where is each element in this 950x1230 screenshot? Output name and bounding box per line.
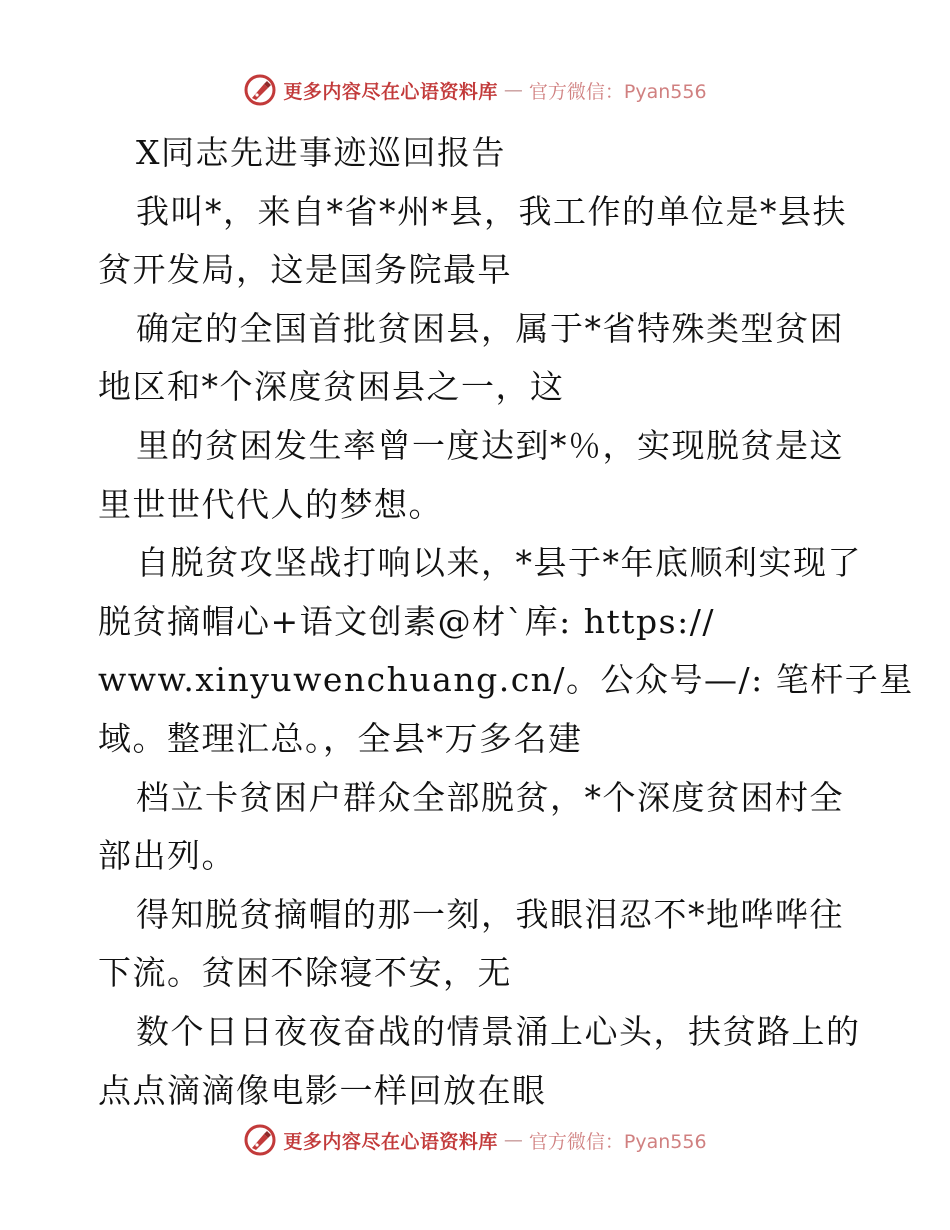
paragraph-line: 域。整理汇总。，全县*万多名建	[98, 718, 583, 758]
header-watermark	[0, 70, 950, 110]
paragraph-line: 我叫*，来自*省*州*县，我工作的单位是*县扶	[136, 191, 847, 231]
footer-watermark	[0, 1120, 950, 1160]
watermark-separator: —	[503, 1129, 523, 1151]
paragraph-line: 得知脱贫摘帽的那一刻，我眼泪忍不*地哗哗往	[136, 894, 844, 934]
paragraph-line: 里世世代代人的梦想。	[98, 484, 443, 524]
pen-nib-logo-icon	[243, 1123, 277, 1157]
watermark-brand: 更多内容尽在心语资料库	[283, 80, 498, 103]
watermark-suffix: 官方微信：Pyan556	[528, 80, 707, 103]
paragraph-line: 确定的全国首批贫困县，属于*省特殊类型贫困	[136, 308, 844, 348]
paragraph-line: www.xinyuwenchuang.cn/。公众号—/: 笔杆子星	[98, 660, 914, 700]
paragraph-line: 点点滴滴像电影一样回放在眼	[98, 1070, 547, 1110]
paragraph-line: 贫开发局，这是国务院最早	[98, 250, 512, 290]
watermark-separator: —	[503, 79, 523, 101]
paragraph-line: 自脱贫攻坚战打响以来，*县于*年底顺利实现了	[136, 543, 862, 583]
pen-nib-logo-icon	[243, 73, 277, 107]
paragraph-line: 部出列。	[98, 836, 236, 876]
paragraph-line: 档立卡贫困户群众全部脱贫，*个深度贫困村全	[136, 777, 844, 817]
watermark-brand: 更多内容尽在心语资料库	[283, 1130, 498, 1153]
paragraph-line: 下流。贫困不除寝不安，无	[98, 953, 512, 993]
paragraph-line: 里的贫困发生率曾一度达到*％，实现脱贫是这	[136, 425, 844, 465]
paragraph-line: 地区和*个深度贫困县之一，这	[98, 367, 565, 407]
paragraph-line: 脱贫摘帽心+语文创素@材`库: https://	[98, 601, 715, 641]
document-body	[98, 124, 914, 1120]
document-title: X同志先进事迹巡回报告	[136, 133, 506, 172]
paragraph-line: 数个日日夜夜奋战的情景涌上心头，扶贫路上的	[136, 1011, 861, 1051]
watermark-suffix: 官方微信：Pyan556	[528, 1130, 707, 1153]
